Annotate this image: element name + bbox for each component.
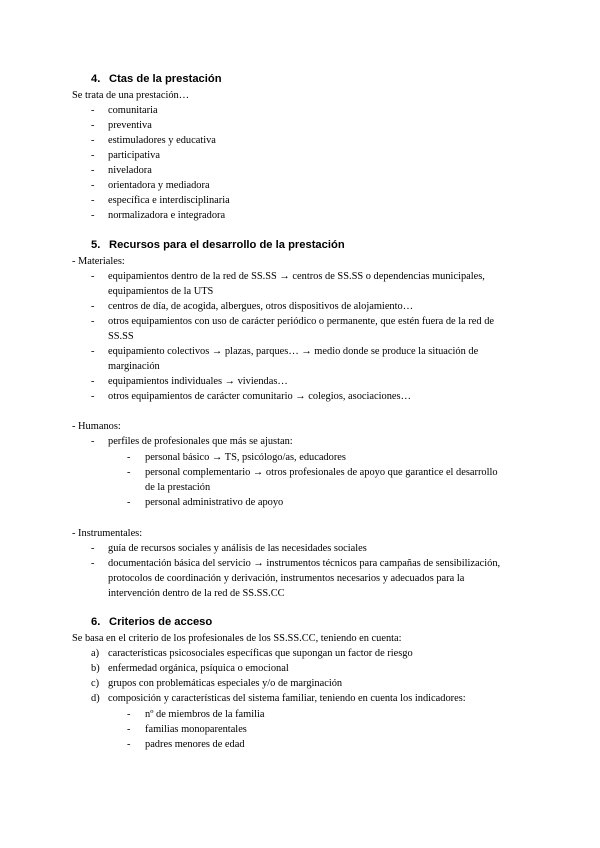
dash-bullet: - (91, 316, 95, 327)
section-4-intro: Se trata de una prestación… (72, 90, 190, 101)
dash-bullet: - (91, 543, 95, 554)
dash-bullet: - (127, 739, 131, 750)
dash-bullet: - (91, 346, 95, 357)
section-title: Criterios de acceso (109, 616, 213, 628)
list-marker: b) (91, 663, 100, 674)
dash-bullet: - (127, 497, 131, 508)
section-title: Recursos para el desarrollo de la prestación (109, 239, 345, 251)
list-item: normalizadora e integradora (108, 210, 226, 221)
list-item: niveladora (108, 165, 152, 176)
list-item: documentación básica del servicio → instrumentos técnicos para campañas de sensibilización, (108, 558, 501, 569)
list-item: guía de recursos sociales y análisis de las necesidades sociales (108, 543, 367, 554)
dash-bullet: - (91, 271, 95, 282)
list-item-continuation: marginación (108, 361, 160, 372)
dash-bullet: - (91, 120, 95, 131)
list-item: perfiles de profesionales que más se ajustan: (108, 436, 293, 447)
list-item: otros equipamientos de carácter comunitario → colegios, asociaciones… (108, 391, 411, 402)
list-item: composición y características del sistema familiar, teniendo en cuenta los indicadores: (108, 693, 466, 704)
list-item: estimuladores y educativa (108, 135, 216, 146)
list-item: equipamiento colectivos → plazas, parques… → medio donde se produce la situación de (108, 346, 479, 357)
sub-list-item: familias monoparentales (145, 724, 247, 735)
dash-bullet: - (91, 150, 95, 161)
dash-bullet: - (91, 391, 95, 402)
dash-bullet: - (91, 105, 95, 116)
dash-bullet: - (91, 210, 95, 221)
section-4-heading (91, 72, 222, 87)
section-number: 5. (91, 239, 101, 251)
sub-list-item: nº de miembros de la familia (145, 709, 265, 720)
dash-bullet: - (127, 724, 131, 735)
dash-bullet: - (91, 376, 95, 387)
list-item-continuation: equipamientos de la UTS (108, 286, 214, 297)
list-item: enfermedad orgánica, psíquica o emocional (108, 663, 289, 674)
list-item: equipamientos dentro de la red de SS.SS → centros de SS.SS o dependencias municipales, (108, 271, 485, 282)
dash-bullet: - (91, 165, 95, 176)
list-item-continuation: SS.SS (108, 331, 134, 342)
instrumentales-label: - Instrumentales: (72, 528, 143, 539)
list-marker: d) (91, 693, 100, 704)
section-number: 4. (91, 73, 101, 85)
list-item: equipamientos individuales → viviendas… (108, 376, 288, 387)
list-item: características psicosociales específicas que supongan un factor de riesgo (108, 648, 413, 659)
sub-list-item: personal complementario → otros profesionales de apoyo que garantice el desarrollo (145, 467, 498, 478)
section-5-heading (91, 238, 345, 253)
dash-bullet: - (91, 558, 95, 569)
dash-bullet: - (91, 436, 95, 447)
dash-bullet: - (91, 195, 95, 206)
dash-bullet: - (127, 467, 131, 478)
dash-bullet: - (127, 709, 131, 720)
section-title: Ctas de la prestación (109, 73, 222, 85)
list-item: centros de día, de acogida, albergues, otros dispositivos de alojamiento… (108, 301, 414, 312)
section-number: 6. (91, 616, 101, 628)
dash-bullet: - (91, 180, 95, 191)
sub-list-item-continuation: de la prestación (145, 482, 211, 493)
list-item: comunitaria (108, 105, 158, 116)
list-marker: c) (91, 678, 100, 689)
section-6-intro: Se basa en el criterio de los profesionales de los SS.SS.CC, teniendo en cuenta: (72, 633, 402, 644)
sub-list-item: personal administrativo de apoyo (145, 497, 284, 508)
dash-bullet: - (91, 301, 95, 312)
materiales-label: - Materiales: (72, 256, 125, 267)
dash-bullet: - (91, 135, 95, 146)
sub-list-item: padres menores de edad (145, 739, 245, 750)
list-item: orientadora y mediadora (108, 180, 210, 191)
list-item: grupos con problemáticas especiales y/o de marginación (108, 678, 343, 689)
list-item: preventiva (108, 120, 152, 131)
list-item: otros equipamientos con uso de carácter periódico o permanente, que estén fuera de la red de (108, 316, 495, 327)
list-item-continuation: intervención dentro de la red de SS.SS.CC (108, 588, 285, 599)
list-item-continuation: protocolos de coordinación y derivación, instrumentos necesarios y adecuados para la (108, 573, 465, 584)
list-item: específica e interdisciplinaria (108, 195, 230, 206)
list-item: participativa (108, 150, 160, 161)
sub-list-item: personal básico → TS, psicólogo/as, educadores (145, 452, 346, 463)
section-6-heading (91, 615, 212, 630)
dash-bullet: - (127, 452, 131, 463)
list-marker: a) (91, 648, 100, 659)
humanos-label: - Humanos: (72, 421, 121, 432)
